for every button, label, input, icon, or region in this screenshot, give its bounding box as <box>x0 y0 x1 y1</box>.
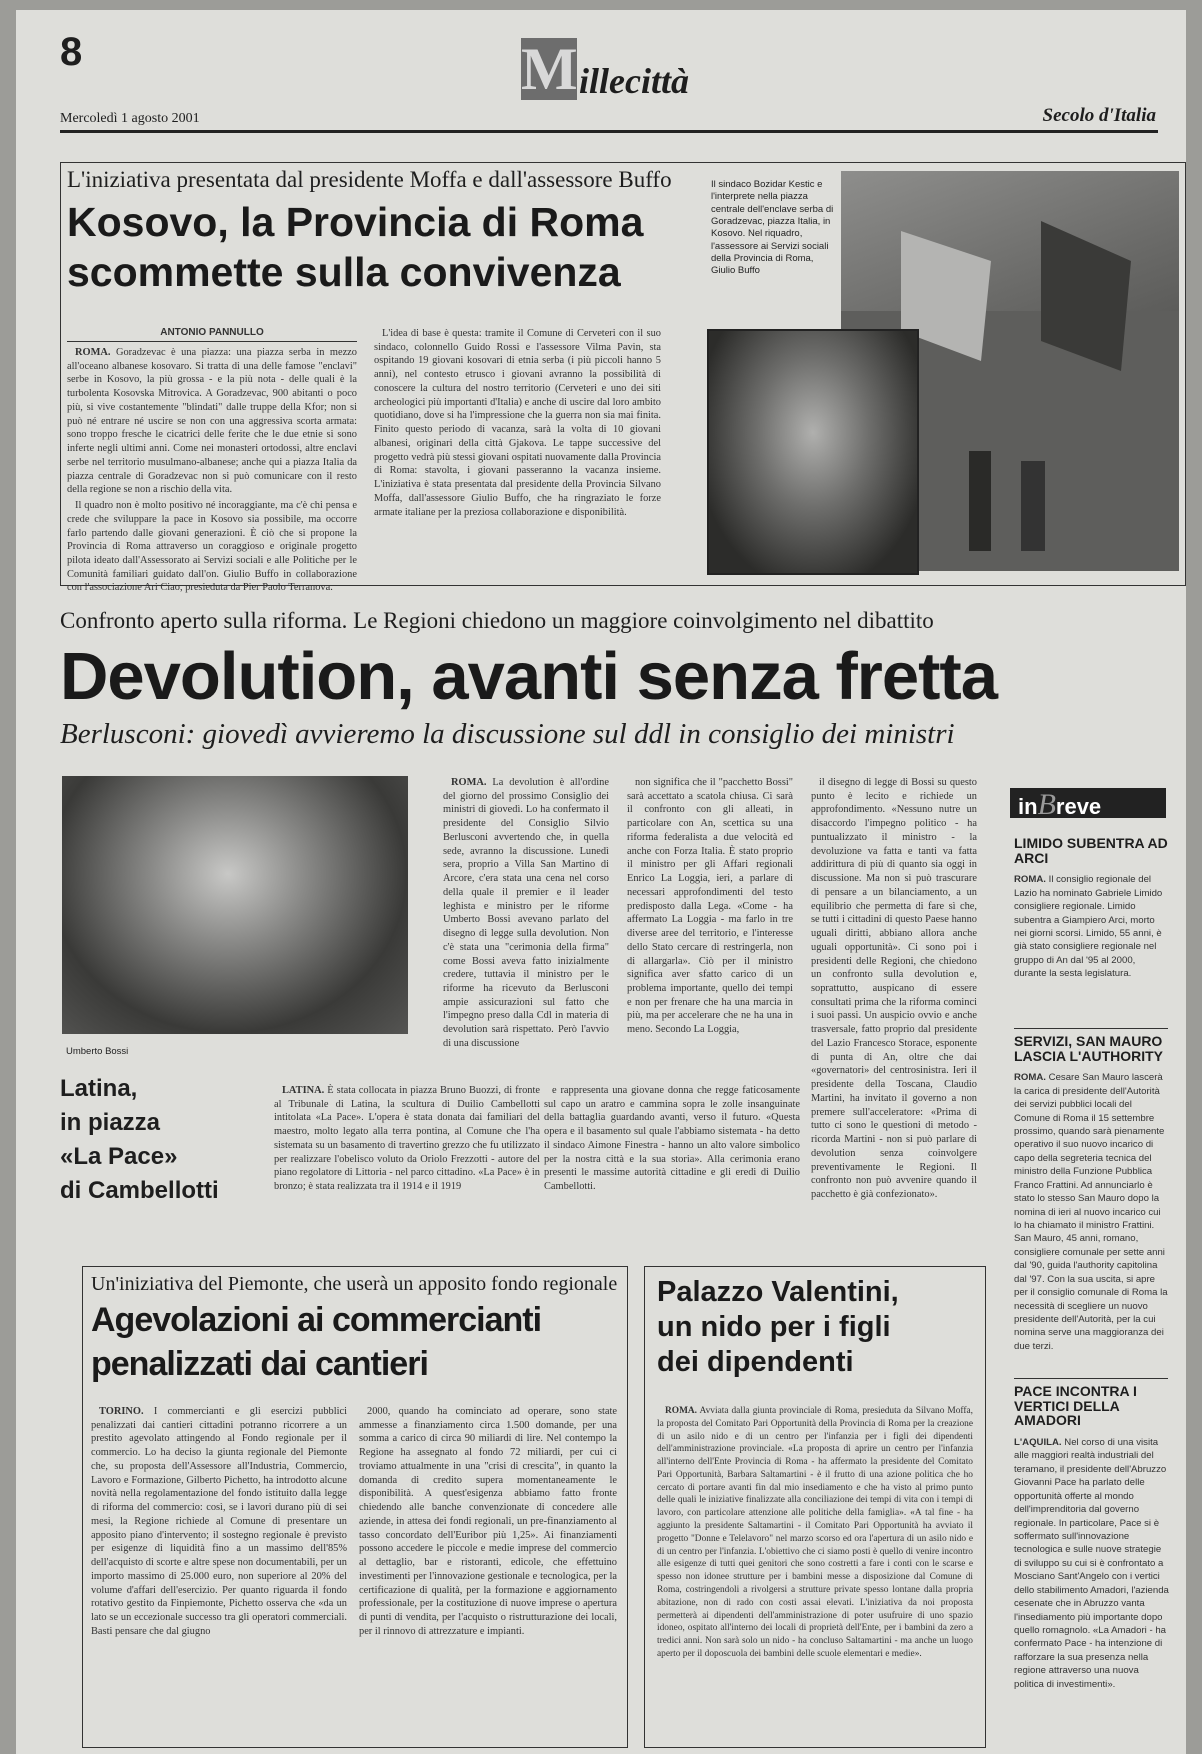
in-breve-item-body: Cesare San Mauro lascerà la carica di presidente dell'Autorità dei servizi pubblici locali del Comune di Roma il 15 settembre prossimo, quando sarà pienamente operativo il suo nuovo incarico di capo della segreteria tecnica del ministro della Funzione Pubblica Franco Frattini. Ad annunciarlo è stato lo stesso San Mauro dopo la nomina di ieri al nuovo incarico cui lo ha chiamato il ministro Frattini. San Mauro, 45 anni, romano, consigliere comunale per sette anni dal '90, guida l'authority capitolina dal '97. Con la sua uscita, si apre per il consiglio comunale di Roma la necessità di scegliere un nuovo presidente dell'Autorità, per la cui nomina serve una maggioranza dei due terzi. <box>1014 1072 1168 1352</box>
piemonte-column-1 <box>91 1405 347 1741</box>
piemonte-article-box <box>82 1266 628 1748</box>
kosovo-paragraph <box>67 346 357 497</box>
in-breve-item <box>1014 836 1170 1043</box>
issue-date: Mercoledì 1 agosto 2001 <box>60 111 200 126</box>
valentini-headline-line: Palazzo Valentini, <box>657 1276 899 1308</box>
masthead-title: illecittà <box>579 61 689 101</box>
in-breve-item-body: Nel corso di una visita alle maggiori realtà industriali del teramano, il presidente dell'Abruzzo Giovanni Pace ha parlato delle opportunità offerte al mondo dell'imprenditoria dal governo regionale. In particolare, Pace si è soffermato sull'innovazione tecnologica e sulle nuove strategie di sviluppo su cui si è confrontato a Mosciano Sant'Angelo con i vertici dello stabilimento Amadori, l'azienda cesenate che in Abruzzo vanta l'insediamento più importante dopo quello romagnolo. «La Amadori - ha confermato Pace - ha intenzione di rafforzare la sua presenza nella regione attraverso una nuova politica di investimenti». <box>1014 1437 1169 1690</box>
valentini-text: Avviata dalla giunta provinciale di Roma, presieduta da Silvano Moffa, la proposta del Comitato Pari Opportunità della Provincia di Roma per la creazione di un asilo nido e di un centro per l'infanzia per i figli dei dipendenti dell'amministrazione provinciale. «La proposta di aprire un centro per l'infanzia all'interno dell'Ente Provincia di Roma - ha affermato la presidente del Comitato Pari Opportunità, Barbara Saltamartini - è il frutto di una azione politica che ho cercato di portare avanti fin dal mio insediamento e che ha visto al primo punto delle quali le iniziative finalizzate alla conciliazione dei tempi di vita con i tempi di lavoro, con particolare attenzione alle politiche della famiglia». «A tal fine - ha aggiunto la presidente Saltamartini - il Comitato Pari Opportunità ha avviato il progetto "Donne e Telelavoro" nel marzo scorso ed ora l'apertura di un asilo nido e di un centro per l'infanzia. L'obiettivo che ci siamo posti è quello di venire incontro alle esigenze di tutti quei genitori che sono costretti a fare i conti con le scarse e spesso non idonee strutture per i bambini messe a disposizione dal Comune di Roma, costringendoli a rivolgersi a strutture private spesso lontane dalla propria abitazione, non di rado con costi assai elevati. L'iniziativa da noi proposta permetterà ai dipendenti dell'amministrazione di poter usufruire di uno spazio idoneo, ospitato all'interno dei locali di proprietà dell'Ente, per i bambini da zero a tredici anni. Non sarà solo un nido - ha concluso Saltamartini - ma anche un luogo aperto per il doposcuola dei bambini delle scuole elementari e medie». <box>657 1406 973 1659</box>
in-breve-item-title: PACE INCONTRA I VERTICI DELLA AMADORI <box>1014 1383 1137 1429</box>
kosovo-byline: ANTONIO PANNULLO <box>67 327 357 342</box>
valentini-headline-line: dei dipendenti <box>657 1345 854 1378</box>
valentini-headline <box>657 1275 899 1379</box>
piemonte-column-2 <box>359 1405 617 1741</box>
latina-text-2: e rappresenta una giovane donna che regge faticosamente sul capo un aratro e cammina sopra le zolle insanguinate della battaglia guardando avanti, verso il futuro. «Questa opera e il basamento sul quale l'abbiamo sistemata - ha detto il sindaco Aimone Finestra - hanno un alto valore simbolico per la nostra città e la sua storia». Alla cerimonia erano presenti le massime autorità cittadine e gli eredi di Duilio Cambellotti. <box>544 1085 800 1193</box>
newspaper-page <box>16 10 1186 1754</box>
devolution-text-3: il disegno di legge di Bossi su questo punto è lecito e richiede un approfondimento. «Nessuno nutre un disaccordo l'impegno politico - ha puntualizzato il ministro - la devoluzione va fatta e tanti va fatta addirittura di più di quanto sia oggi in discussione. Ma non si può trascurare di pensare a un bilanciamento, a un equilibrio che permetta di fare sì che, se tutti i cittadini di questo Paese hanno uguali diritti, abbiano allora anche uguali opportunità». Ci sono poi i presidenti delle Regioni, che chiedono un confronto sulla devolution e, soprattutto, auspicano di essere consultati prima che la riforma cominci i suoi passi. Un auspicio ovvio e anche trasversale, fatto proprio dal presidente del Lazio Francesco Storace, esponente di punta di An, oltre che dai «governatori» del centrosinistra. Ieri il presidente della Toscana, Claudio Martini, ha invitato il governo a non premere sull'acceleratore: «Prima di tutto ci sono le questioni di metodo - ricorda Martini - non si può parlare di devolution senza coinvolgere preventivamente le Regioni. Il confronto non può avvenire quando il pacchetto è già confezionato». <box>811 777 977 1201</box>
latina-headline-line: «La Pace» <box>60 1143 178 1171</box>
kosovo-text-1b: Il quadro non è molto positivo né incoraggiante, ma c'è chi pensa e crede che sviluppare la pace in Kosovo sia possibile, ma occorre farlo partendo dalle giovani generazioni. È ciò che si propone la Provincia di Roma attraverso un coraggioso e originale progetto pilota ideato dall'Assessorato ai Servizi sociali e alle Politiche per le Comunità familiari guidato dall'on. Giulio Buffo in collaborazione con l'associazione Ari Ciao, presieduta da Pier Paolo Terranova. <box>67 500 357 594</box>
latina-dateline-city: LATINA. <box>282 1085 325 1096</box>
latina-headline <box>60 1072 262 1208</box>
in-breve-item-title: LIMIDO SUBENTRA AD ARCI <box>1014 835 1168 866</box>
piemonte-text-1: I commercianti e gli esercizi pubblici penalizzati dai cantieri cittadini potranno ricorrere a un prestito agevolato attingendo al Fondo regionale per il commercio. Lo ha deciso la giunta regionale del Piemonte che, su proposta dell'Assessore all'Industria, Commercio, Lavoro e Formazione, Gilberto Pichetto, ha introdotto alcune novità nella regolamentazione del fondo istituito dalla legge di riforma del commercio: così, se i lavori durano più di sei mesi, la Regione richiede al Comune di presentare un apposito piano d'intervento; il sostegno regionale è previsto per esigenze di liquidità fino a un massimo dell'85% dell'acquisto di scorte e altre spese non documentabili, per un importo massimo di 25.000 euro, non superiore al 20% del volume d'affari dell'esercizio. Per quanto riguarda il fondo rotativo gestito da Finpiemonte, Pichetto osserva che «da un lato se un eccezionale successo tra gli operatori commerciali. Basti pensare che dal giugno <box>91 1406 347 1637</box>
kosovo-column-1 <box>67 327 357 594</box>
devolution-dateline-city: ROMA. <box>451 777 487 788</box>
devolution-column-3 <box>811 776 977 1226</box>
piemonte-text-2: 2000, quando ha cominciato ad operare, sono state ammesse a finanziamento circa 1.500 domande, per una somma a carico di circa 90 miliardi di lire. Nel contempo la Regione ha assegnato al fondo 72 miliardi, per cui ci troviamo attualmente in una "crisi di crescita", in quanto la domanda di credito supera momentaneamente le disponibilità. A quest'esigenza abbiamo fatto fronte chiedendo alle banche convenzionate di concedere alle aziende, in attesa dei fondi regionali, un pre-finanziamento al tasso concordato dell'Euribor più 1,25». Ai finanziamenti possono accedere le piccole e medie imprese del commercio al dettaglio, bar e ristoranti, edicole, che effettuino investimenti per l'innovazione gestionale e tecnologica, per la certificazione di qualità, per la formazione e aggiornamento professionale, per la costituzione di nuove imprese o apertura di punti di vendita, per l'acquisto o ristrutturazione dei locali, per il rinnovo di attrezzature e impianti. <box>359 1406 617 1637</box>
in-breve-label-b: B <box>1037 788 1056 821</box>
kosovo-column-2 <box>374 327 661 579</box>
kosovo-headline-line1: Kosovo, la Provincia di Roma <box>67 199 644 245</box>
latina-column-1 <box>274 1084 540 1234</box>
in-breve-item-text <box>1014 873 1170 1043</box>
in-breve-label <box>1010 788 1166 821</box>
devolution-column-2 <box>627 776 793 1054</box>
in-breve-label-in: in <box>1018 794 1038 819</box>
kosovo-kicker: L'iniziativa presentata dal presidente Moffa e dall'assessore Buffo <box>67 167 672 192</box>
kosovo-article-box <box>60 162 1186 594</box>
in-breve-item <box>1014 1384 1170 1706</box>
devolution-text-1: La devolution è all'ordine del giorno del prossimo Consiglio dei ministri di giovedì. Lo ha confermato il presidente del Consiglio Silvio Berlusconi avvertendo che, in quella sede, avranno la discussione. Lunedì sera, proprio a Villa San Martino di Arcore, c'era stata una cena nel corso della quale il premier e il leader leghista e ministro per le riforme Umberto Bossi avevano parlato del disegno di legge sulla devolution. Non c'è stata una "cerimonia della firma" come Bossi aveva fatto inizialmente credere, tuttavia il ministro per le riforme ha ricevuto da Berlusconi ampie assicurazioni sul fatto che l'impegno preso dalla Cdl in materia di devolution sarà rispettato. Però l'avvio di una discussione <box>443 777 609 1049</box>
valentini-column <box>657 1405 973 1741</box>
valentini-dateline-city: ROMA. <box>665 1406 698 1416</box>
latina-column-2 <box>544 1084 800 1234</box>
bossi-photo <box>62 776 408 1034</box>
header-rule <box>60 130 1158 133</box>
newspaper-name: Secolo d'Italia <box>1042 105 1156 126</box>
in-breve-item-title: SERVIZI, SAN MAURO LASCIA L'AUTHORITY <box>1014 1033 1164 1064</box>
devolution-headline: Devolution, avanti senza fretta <box>60 639 997 714</box>
in-breve-item <box>1014 1034 1170 1355</box>
in-breve-item-body: Il consiglio regionale del Lazio ha nominato Gabriele Limido consigliere regionale. Limido subentra a Giampiero Arci, morto nei giorni scorsi. Limido, 55 anni, è già stato consigliere regionale nel gruppo di An dal '95 al 2000, durante la sesta legislatura. <box>1014 874 1163 980</box>
sidebar-divider <box>1014 1378 1168 1379</box>
in-breve-item-city: L'AQUILA. <box>1014 1437 1062 1449</box>
in-breve-label-rest: reve <box>1055 794 1102 819</box>
latina-text-1: È stata collocata in piazza Bruno Buozzi, di fronte al Tribunale di Latina, la scultura di Duilio Cambellotti intitolata «La Pace». L'opera è stata donata dai familiari del maestro, molto legato alla terra pontina, al Comune che l'ha sistemata su un basamento di travertino grezzo che fu utilizzato per realizzare l'obelisco voluto da Oriolo Frezzotti - autore del piano regolatore di Littoria - nel parco cittadino. «La Pace» è in bronzo; è stata realizzata tra il 1914 e il 1919 <box>274 1085 540 1193</box>
latina-headline-line: in piazza <box>60 1109 161 1137</box>
devolution-column-1 <box>443 776 609 1054</box>
assessore-portrait-inset <box>707 329 919 575</box>
page-number: 8 <box>60 30 83 74</box>
piemonte-dateline-city: TORINO. <box>99 1406 144 1417</box>
kosovo-text-1a: Goradzevac è una piazza: una piazza serba in mezzo all'oceano albanese kosovaro. Si tratta di una delle famose "enclavi" serbe in Kosovo, la più grossa - e la più nota - delle quali è la turbolenta Kosovska Mitrovica. A Goradzevac, 900 abitanti o poco più, si vive costantemente "blindati" dalle truppe della Kfor; non si può né entrare né uscire se non con una aggressiva scorta armata: sono troppo fresche le cicatrici delle ferite che le due etnie si sono inferte negli ultimi anni. Come nei monasteri ortodossi, altre enclavi serbe nel territorio musulmano-albanese; anche qui a piazza Italia da piazza centrale di Goradzevac non si può comunicare con il resto della regione se non a rischio della vita. <box>67 347 357 496</box>
valentini-article-box <box>644 1266 986 1748</box>
piemonte-kicker: Un'iniziativa del Piemonte, che userà un apposito fondo regionale <box>91 1273 618 1295</box>
sidebar-divider <box>1014 1028 1168 1029</box>
devolution-text-2: non significa che il "pacchetto Bossi" sarà accettato a scatola chiusa. Ci sarà il confronto con gli alleati, in particolare con An, scettica su una riforma federalista a due velocità ed anche con Forza Italia. È stato proprio il ministro per gli Affari regionali Enrico La Loggia, ieri, a parlare di necessari approfondimenti del testo predisposto dalla Lega. «Come - ha affermato La Loggia - ma farlo in tre diverse aree del territorio, e l'interesse dello Stato cercare di restringerla, non di allargarla». Ciò per il ministro significa aver sfatto carico di un problema importante, quello dei tempi e non per frenare che ha una marcia in più, ma per accelerare che ne ha una in meno. Secondo La Loggia, <box>627 777 793 1036</box>
devolution-subtitle: Berlusconi: giovedì avvieremo la discussione sul ddl in consiglio dei ministri <box>60 718 955 750</box>
kosovo-headline-line2: scommette sulla convivenza <box>67 249 621 295</box>
kosovo-dateline-city: ROMA. <box>75 347 111 358</box>
latina-headline-line: di Cambellotti <box>60 1177 219 1205</box>
masthead-initial: M <box>521 36 578 102</box>
bossi-photo-caption: Umberto Bossi <box>66 1046 129 1057</box>
in-breve-item-city: ROMA. <box>1014 874 1046 886</box>
latina-headline-line: Latina, <box>60 1075 138 1102</box>
in-breve-item-text <box>1014 1071 1170 1355</box>
kosovo-photo-caption: Il sindaco Bozidar Kestic e l'interprete nella piazza centrale dell'enclave serba di Goradzevac, piazza Italia, in Kosovo. Nel riquadro, l'assessore ai Servizi sociali della Provincia di Roma, Giulio Buffo <box>711 179 834 277</box>
kosovo-text-2: L'idea di base è questa: tramite il Comune di Cerveteri con il suo sindaco, colonnello Guido Rossi e l'assessore Vilma Pavin, sta ospitando 19 giovani kosovari di etnia serba (i più piccoli hanno 5 anni), nel contesto etrusco i giovani avranno la possibilità di conoscere la cultura del nostro territorio (Cerveteri e uno dei siti archeologici più importanti d'Italia) e anche di uscire dal loro ambito quotidiano, dove si ha l'impressione che la guerra non sia mai finita. Finito questo periodo di vacanza, sarà la volta di 10 giovani albanesi, originari della città Gjakova. Le tappe successive del progetto vedrà più stessi giovani ospitati nuovamente dalla Provincia di Roma: stavolta, i giovani passeranno la vacanza insieme. L'iniziativa è stata presentata dal presidente della Provincia Silvano Moffa, dall'assessore Giulio Buffo, che ha ringraziato le forze armate italiane per la preziosa collaborazione e disponibilità. <box>374 328 661 518</box>
in-breve-item-text <box>1014 1436 1170 1706</box>
devolution-kicker: Confronto aperto sulla riforma. Le Regioni chiedono un maggiore coinvolgimento nel dibattito <box>60 608 934 633</box>
valentini-headline-line: un nido per i figli <box>657 1310 891 1343</box>
piemonte-headline-line2: penalizzati dai cantieri <box>91 1345 428 1383</box>
piemonte-headline-line1: Agevolazioni ai commercianti <box>91 1301 542 1339</box>
in-breve-item-city: ROMA. <box>1014 1072 1046 1084</box>
